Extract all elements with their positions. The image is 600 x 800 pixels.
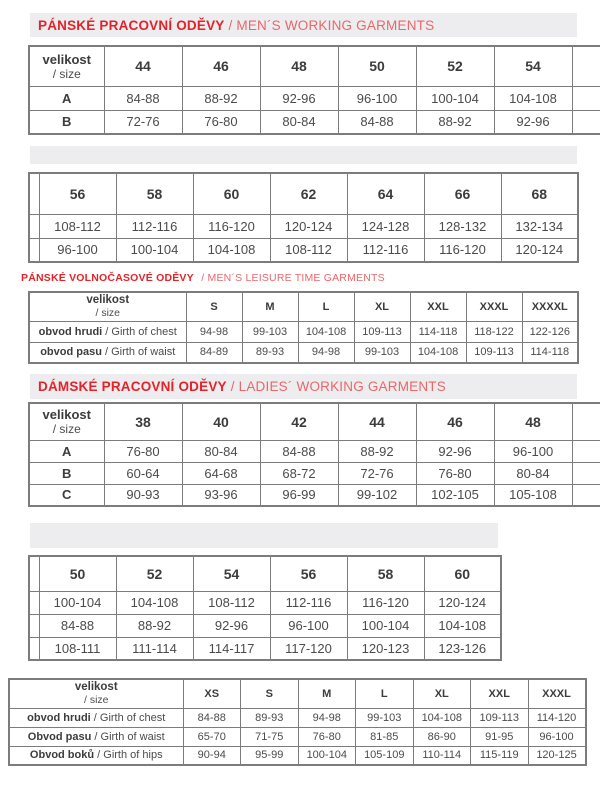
value-cell: 114-120 [528, 708, 586, 727]
value-cell: 100-104 [416, 86, 494, 110]
value-cell: 117-120 [270, 637, 347, 660]
size-header-cell: M [242, 292, 298, 321]
table-row [29, 614, 501, 637]
section-title-english: / MEN´S LEISURE TIME GARMENTS [201, 272, 385, 284]
value-cell [572, 110, 600, 134]
divider-bar [30, 146, 577, 164]
row-label-cell [9, 708, 183, 727]
value-cell: 100-104 [347, 614, 424, 637]
value-cell: 88-92 [116, 614, 193, 637]
section-header-men-working [30, 13, 577, 37]
value-cell: 99-103 [242, 321, 298, 342]
section-title-english: / MEN´S WORKING GARMENTS [228, 17, 435, 33]
size-label-line2: / size [52, 422, 81, 437]
size-header-cell: 56 [39, 173, 116, 214]
value-cell: 120-123 [347, 637, 424, 660]
value-cell: 104-108 [410, 342, 466, 363]
value-cell: 93-96 [182, 484, 260, 506]
section-title-czech: DÁMSKÉ PRACOVNÍ ODĚVY [38, 379, 227, 394]
row-label-czech: obvod hrudi [38, 325, 103, 338]
table-row [29, 110, 600, 134]
value-cell: 88-92 [338, 440, 416, 462]
table-row [9, 727, 586, 746]
table-men-leisure-sizes [28, 291, 579, 364]
size-header-cell: XS [183, 679, 241, 708]
row-label-czech: obvod pasu [40, 346, 102, 359]
value-cell: 96-99 [260, 484, 338, 506]
size-header-cell: 46 [182, 46, 260, 86]
value-cell: 105-109 [356, 746, 414, 765]
section-title-czech: PÁNSKÉ PRACOVNÍ ODĚVY [38, 17, 225, 33]
row-label-english: / Girth of waist [101, 346, 176, 359]
table-ladies-sizes-xs-xxxl-grid [8, 678, 587, 766]
size-header-cell: S [241, 679, 299, 708]
table-ladies-working-38-48-grid [28, 402, 600, 507]
value-cell: 76-80 [182, 110, 260, 134]
size-label-line2: / size [52, 66, 81, 81]
table-ladies-sizes-xs-xxxl [8, 678, 587, 766]
value-cell: 96-100 [528, 727, 586, 746]
row-label-cell: A [29, 440, 104, 462]
value-cell: 116-120 [424, 238, 501, 262]
value-cell: 92-96 [416, 440, 494, 462]
value-cell: 84-88 [338, 110, 416, 134]
section-header-ladies-working [30, 374, 577, 399]
value-cell [29, 637, 39, 660]
size-header-cell: L [356, 679, 414, 708]
size-label-line1: velikost [74, 681, 118, 694]
value-cell: 94-98 [298, 708, 356, 727]
value-cell: 91-95 [471, 727, 529, 746]
value-cell: 124-128 [347, 214, 424, 238]
size-header-cell [572, 46, 600, 86]
value-cell: 114-118 [522, 342, 578, 363]
table-row [29, 591, 501, 614]
size-header-cell: XXXL [528, 679, 586, 708]
size-header-cell: M [298, 679, 356, 708]
value-cell: 122-126 [522, 321, 578, 342]
size-label-header-cell [9, 679, 183, 708]
row-label-english: / Girth of chest [102, 325, 177, 338]
size-header-cell: L [298, 292, 354, 321]
size-header-cell: 42 [260, 403, 338, 440]
table-row [29, 214, 578, 238]
value-cell: 80-84 [260, 110, 338, 134]
value-cell: 104-108 [116, 591, 193, 614]
size-header-cell: XXL [471, 679, 529, 708]
value-cell: 116-120 [347, 591, 424, 614]
value-cell: 120-124 [270, 214, 347, 238]
value-cell: 104-108 [424, 614, 501, 637]
size-header-cell: 48 [260, 46, 338, 86]
value-cell: 94-98 [186, 321, 242, 342]
value-cell: 94-98 [298, 342, 354, 363]
value-cell: 116-120 [193, 214, 270, 238]
size-header-cell: XXXXL [522, 292, 578, 321]
size-label-line2: / size [95, 307, 120, 320]
size-label-line2: / size [83, 694, 109, 707]
size-header-cell: 54 [193, 556, 270, 591]
value-cell [29, 614, 39, 637]
size-header-cell: XL [354, 292, 410, 321]
row-label-cell: B [29, 462, 104, 484]
row-label-czech: Obvod boků [29, 749, 95, 762]
table-men-working-44-54-grid [28, 45, 600, 135]
value-cell: 84-88 [39, 614, 116, 637]
size-header-cell [29, 556, 39, 591]
value-cell: 109-113 [471, 708, 529, 727]
value-cell: 92-96 [494, 110, 572, 134]
value-cell: 104-108 [193, 238, 270, 262]
value-cell: 71-75 [241, 727, 299, 746]
row-label-cell [29, 342, 186, 363]
size-header-cell: 54 [494, 46, 572, 86]
value-cell: 89-93 [241, 708, 299, 727]
size-header-cell: 40 [182, 403, 260, 440]
table-row [29, 484, 600, 506]
row-label-english: / Girth of hips [94, 749, 163, 762]
value-cell: 90-93 [104, 484, 182, 506]
row-label-cell [9, 727, 183, 746]
value-cell: 104-108 [413, 708, 471, 727]
value-cell [572, 86, 600, 110]
value-cell: 88-92 [182, 86, 260, 110]
value-cell: 120-125 [528, 746, 586, 765]
size-header-cell: 60 [424, 556, 501, 591]
table-row [9, 746, 586, 765]
section-header-men-leisure [21, 268, 385, 286]
value-cell: 90-94 [183, 746, 241, 765]
value-cell: 108-111 [39, 637, 116, 660]
row-label-cell: A [29, 86, 104, 110]
value-cell: 76-80 [416, 462, 494, 484]
value-cell: 128-132 [424, 214, 501, 238]
value-cell: 111-114 [116, 637, 193, 660]
size-label-header-cell [29, 403, 104, 440]
value-cell: 123-126 [424, 637, 501, 660]
value-cell [29, 214, 39, 238]
section-title-english: / LADIES´ WORKING GARMENTS [230, 379, 446, 394]
row-label-cell [29, 321, 186, 342]
table-men-working-44-54 [28, 45, 600, 135]
size-header-cell: XXXL [466, 292, 522, 321]
value-cell: 60-64 [104, 462, 182, 484]
value-cell: 92-96 [260, 86, 338, 110]
value-cell: 120-124 [501, 238, 578, 262]
table-row [29, 342, 578, 363]
value-cell [572, 484, 600, 506]
value-cell: 108-112 [39, 214, 116, 238]
section-title-czech: PÁNSKÉ VOLNOČASOVÉ ODĚVY [21, 272, 194, 284]
value-cell: 99-103 [356, 708, 414, 727]
value-cell: 86-90 [413, 727, 471, 746]
value-cell: 104-108 [494, 86, 572, 110]
value-cell: 109-113 [354, 321, 410, 342]
table-men-leisure-sizes-grid [28, 291, 579, 364]
value-cell: 112-116 [116, 214, 193, 238]
table-ladies-working-50-60 [28, 555, 502, 661]
size-header-cell: 50 [338, 46, 416, 86]
value-cell: 112-116 [347, 238, 424, 262]
value-cell [572, 440, 600, 462]
table-ladies-working-38-48 [28, 402, 600, 507]
row-label-english: / Girth of waist [91, 730, 165, 743]
value-cell: 115-119 [471, 746, 529, 765]
value-cell [572, 462, 600, 484]
size-header-cell: 52 [116, 556, 193, 591]
value-cell: 95-99 [241, 746, 299, 765]
size-header-cell: 44 [338, 403, 416, 440]
value-cell: 72-76 [338, 462, 416, 484]
size-header-cell: S [186, 292, 242, 321]
size-label-line1: velikost [42, 407, 91, 423]
size-header-cell: 44 [104, 46, 182, 86]
value-cell: 132-134 [501, 214, 578, 238]
size-label-line1: velikost [86, 294, 130, 307]
value-cell: 105-108 [494, 484, 572, 506]
value-cell [29, 591, 39, 614]
size-header-cell: 62 [270, 173, 347, 214]
size-header-cell: 58 [116, 173, 193, 214]
size-header-cell [29, 173, 39, 214]
size-header-cell: 46 [416, 403, 494, 440]
value-cell: 99-103 [354, 342, 410, 363]
size-header-cell: 68 [501, 173, 578, 214]
value-cell: 80-84 [182, 440, 260, 462]
value-cell: 118-122 [466, 321, 522, 342]
size-label-line1: velikost [42, 51, 91, 67]
size-label-header-cell [29, 292, 186, 321]
table-men-working-56-68-grid [28, 172, 579, 263]
size-header-cell [572, 403, 600, 440]
size-header-cell: 56 [270, 556, 347, 591]
size-header-cell: 52 [416, 46, 494, 86]
size-header-cell: 38 [104, 403, 182, 440]
value-cell: 99-102 [338, 484, 416, 506]
value-cell: 80-84 [494, 462, 572, 484]
value-cell: 81-85 [356, 727, 414, 746]
size-header-cell: 66 [424, 173, 501, 214]
value-cell: 84-88 [183, 708, 241, 727]
value-cell: 104-108 [298, 321, 354, 342]
table-row [29, 440, 600, 462]
table-row [29, 462, 600, 484]
value-cell: 76-80 [298, 727, 356, 746]
size-label-header-cell [29, 46, 104, 86]
value-cell: 100-104 [116, 238, 193, 262]
value-cell: 110-114 [413, 746, 471, 765]
value-cell: 112-116 [270, 591, 347, 614]
table-row [29, 238, 578, 262]
row-label-cell [9, 746, 183, 765]
value-cell: 92-96 [193, 614, 270, 637]
table-men-working-56-68 [28, 172, 579, 263]
value-cell: 72-76 [104, 110, 182, 134]
value-cell: 96-100 [338, 86, 416, 110]
value-cell: 88-92 [416, 110, 494, 134]
size-header-cell: 64 [347, 173, 424, 214]
value-cell [29, 238, 39, 262]
value-cell: 100-104 [39, 591, 116, 614]
value-cell: 96-100 [494, 440, 572, 462]
value-cell: 108-112 [270, 238, 347, 262]
value-cell: 64-68 [182, 462, 260, 484]
value-cell: 114-117 [193, 637, 270, 660]
divider-bar [30, 523, 498, 548]
size-header-cell: 50 [39, 556, 116, 591]
value-cell: 76-80 [104, 440, 182, 462]
table-ladies-working-50-60-grid [28, 555, 502, 661]
row-label-cell: B [29, 110, 104, 134]
size-header-cell: 58 [347, 556, 424, 591]
value-cell: 96-100 [39, 238, 116, 262]
table-row [29, 86, 600, 110]
row-label-cell: C [29, 484, 104, 506]
row-label-czech: Obvod pasu [27, 730, 92, 743]
table-row [29, 637, 501, 660]
value-cell: 109-113 [466, 342, 522, 363]
size-header-cell: 48 [494, 403, 572, 440]
value-cell: 120-124 [424, 591, 501, 614]
value-cell: 100-104 [298, 746, 356, 765]
value-cell: 108-112 [193, 591, 270, 614]
value-cell: 65-70 [183, 727, 241, 746]
table-row [29, 321, 578, 342]
size-header-cell: XXL [410, 292, 466, 321]
value-cell: 102-105 [416, 484, 494, 506]
size-header-cell: XL [413, 679, 471, 708]
value-cell: 84-89 [186, 342, 242, 363]
row-label-czech: obvod hrudi [27, 711, 91, 724]
value-cell: 84-88 [260, 440, 338, 462]
size-header-cell: 60 [193, 173, 270, 214]
value-cell: 84-88 [104, 86, 182, 110]
value-cell: 89-93 [242, 342, 298, 363]
table-row [9, 708, 586, 727]
value-cell: 96-100 [270, 614, 347, 637]
value-cell: 68-72 [260, 462, 338, 484]
row-label-english: / Girth of chest [90, 711, 166, 724]
value-cell: 114-118 [410, 321, 466, 342]
